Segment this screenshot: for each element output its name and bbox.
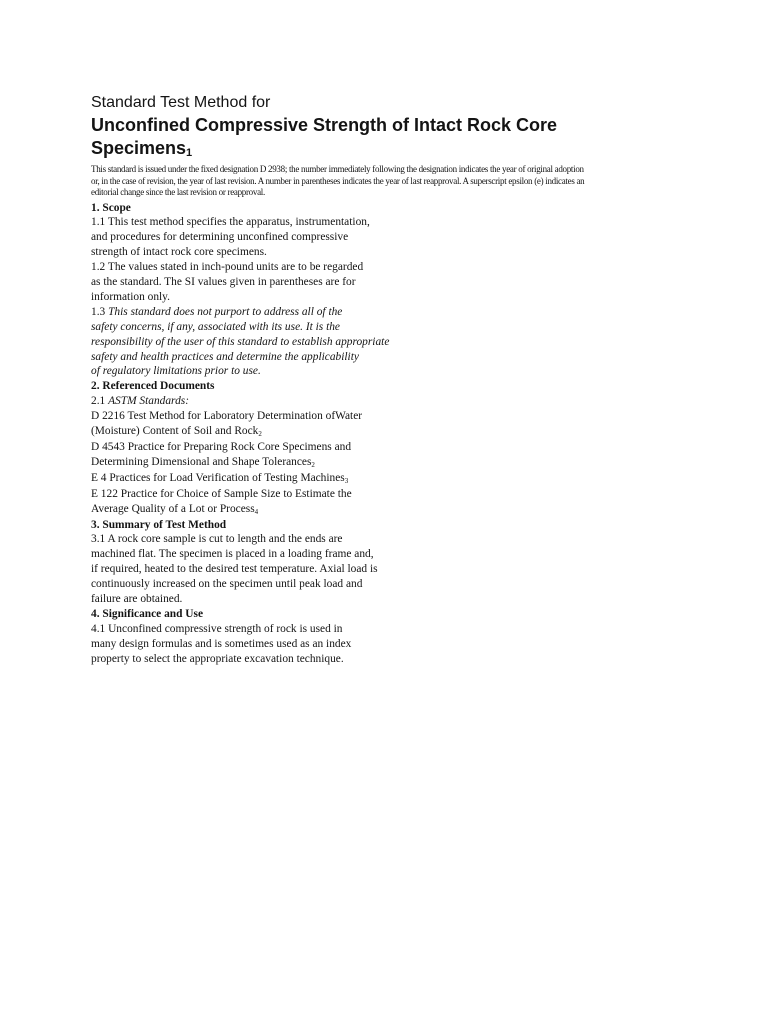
summary-3-1-line: failure are obtained. [91,593,183,606]
reference-d4543-line [91,455,711,471]
footnote-marker: 3 [344,476,349,485]
document-body [91,201,711,667]
scope-1-3-text: This standard does not purport to address all of the [108,305,343,318]
footnote-marker: 2 [311,460,315,469]
summary-3-1-line: 3.1 A rock core sample is cut to length and the ends are [91,533,343,546]
reference-d2216-line [91,424,711,440]
astm-standards-label: ASTM Standards: [108,395,189,408]
scope-1-1-line: strength of intact rock core specimens. [91,246,267,259]
section-heading-scope: 1. Scope [91,201,131,214]
section-heading-significance: 4. Significance and Use [91,607,204,620]
document-title-text: Unconfined Compressive Strength of Intact Rock Core Specimens [91,115,558,158]
title-footnote-marker: 1 [186,147,193,159]
scope-1-3-line: safety concerns, if any, associated with its use. It is the [91,320,340,333]
scope-1-3-line: safety and health practices and determine the applicability [91,350,359,363]
reference-e122-text: Average Quality of a Lot or Process [91,502,255,515]
scope-1-3-line [91,305,711,320]
referenced-2-1-number: 2.1 [91,395,109,408]
summary-3-1-line: if required, heated to the desired test temperature. Axial load is [91,563,378,576]
section-heading-summary: 3. Summary of Test Method [91,518,227,531]
reference-e122-line [91,502,711,518]
scope-1-3-line: of regulatory limitations prior to use. [91,365,261,378]
scope-1-3-number: 1.3 [91,305,109,318]
section-heading-referenced-documents: 2. Referenced Documents [91,380,215,393]
reference-e4-line [91,471,711,487]
document-page [91,94,711,667]
summary-3-1-line: continuously increased on the specimen until peak load and [91,578,363,591]
footnote-marker: 4 [254,507,259,516]
document-subtitle: Standard Test Method for [91,94,271,111]
scope-1-1-line: 1.1 This test method specifies the apparatus, instrumentation, [91,216,370,229]
scope-1-1-line: and procedures for determining unconfined compressive [91,231,349,244]
summary-3-1-line: machined flat. The specimen is placed in a loading frame and, [91,548,374,561]
scope-1-2-line: as the standard. The SI values given in parentheses are for [91,276,356,289]
referenced-2-1-line [91,394,711,409]
reference-d2216-line: D 2216 Test Method for Laboratory Determination ofWater [91,410,363,423]
footnote-marker: 2 [258,430,262,439]
reference-d2216-text: (Moisture) Content of Soil and Rock [91,425,259,438]
significance-4-1-line: 4.1 Unconfined compressive strength of rock is used in [91,622,343,635]
reference-d4543-text: Determining Dimensional and Shape Tolerances [91,455,312,468]
scope-1-2-line: information only. [91,290,170,303]
reference-d4543-line: D 4543 Practice for Preparing Rock Core Specimens and [91,441,352,453]
reference-e122-line: E 122 Practice for Choice of Sample Size to Estimate the [91,487,352,500]
significance-4-1-line: property to select the appropriate excavation technique. [91,652,344,665]
designation-notice: This standard is issued under the fixed designation D 2938; the number immediately following the designation indicates the year of original adoption or, in the case of revision, the year of last revision. A number in parentheses indicates the year of last reapproval. A superscript epsilon (e) indicates an editorial change since the last revision or reapproval. [91,164,585,197]
document-title [91,114,561,163]
reference-e4-text: E 4 Practices for Load Verification of Testing Machines [91,471,345,484]
scope-1-2-line: 1.2 The values stated in inch-pound units are to be regarded [91,261,364,274]
significance-4-1-line: many design formulas and is sometimes used as an index [91,637,352,650]
scope-1-3-line: responsibility of the user of this standard to establish appropriate [91,335,390,348]
